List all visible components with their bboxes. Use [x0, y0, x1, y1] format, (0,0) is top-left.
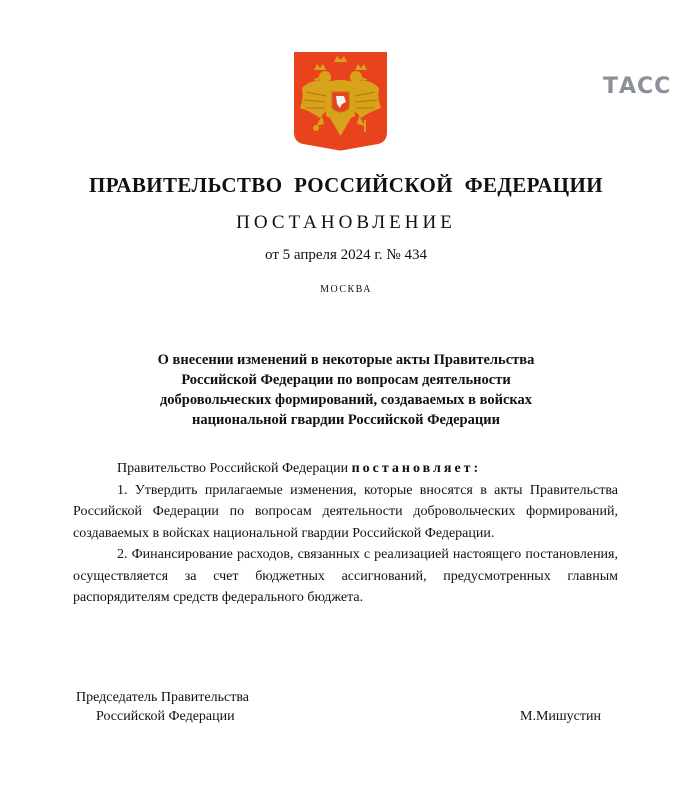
document-heading	[90, 350, 602, 430]
paragraph-1: 1. Утвердить прилагаемые изменения, которые вносятся в акты Правительства Российской Федерации по вопросам деятельности добровольческих формирований, создаваемых в войсках национальной гвардии Российской Федерации.	[73, 482, 618, 541]
intro-verb: постановляет:	[351, 461, 482, 476]
heading-line: национальной гвардии Российской Федерации	[192, 412, 500, 428]
coat-of-arms-emblem	[292, 50, 389, 152]
tass-watermark: ТАСС	[603, 74, 672, 99]
intro-prefix: Правительство Российской Федерации	[117, 461, 352, 476]
document-date-number: от 5 апреля 2024 г. № 434	[265, 247, 427, 263]
intro-line	[73, 458, 618, 480]
heading-line: О внесении изменений в некоторые акты Правительства	[157, 352, 535, 368]
signer-position-line1: Председатель Правительства	[76, 690, 249, 705]
signer-name: М.Мишустин	[520, 709, 601, 724]
document-city: МОСКВА	[320, 284, 372, 295]
signer-position-line2: Российской Федерации	[96, 709, 235, 724]
heading-line: добровольческих формирований, создаваемых в войсках	[159, 392, 533, 408]
paragraph-2: 2. Финансирование расходов, связанных с реализацией настоящего постановления, осуществляется за счет бюджетных ассигнований, предусмотренных главным распорядителям средств федерального бюджета.	[73, 547, 618, 605]
government-title: ПРАВИТЕЛЬСТВО РОССИЙСКОЙ ФЕДЕРАЦИИ	[89, 173, 603, 197]
document-body	[73, 458, 618, 609]
document-type: ПОСТАНОВЛЕНИЕ	[236, 212, 456, 233]
heading-line: Российской Федерации по вопросам деятельности	[181, 372, 511, 388]
